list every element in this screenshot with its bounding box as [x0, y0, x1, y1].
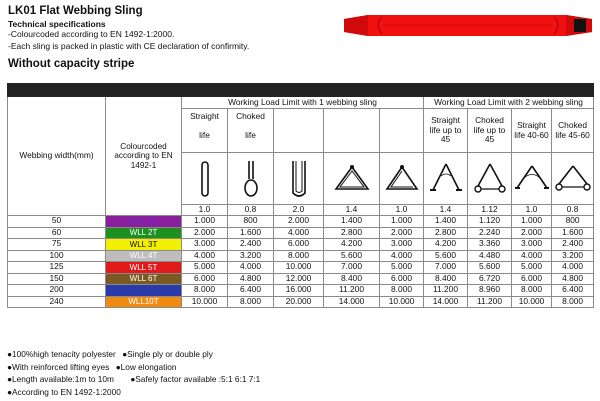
- blank-header-1: [274, 109, 324, 153]
- capacity-cell: 2.800: [424, 227, 468, 239]
- capacity-cell: 2.000: [182, 227, 228, 239]
- section-title: Without capacity stripe: [8, 58, 135, 70]
- capacity-cell: 4.000: [512, 250, 552, 262]
- straight-lift-icon: [182, 153, 228, 205]
- capacity-cell: 4.000: [182, 250, 228, 262]
- webbing-width-cell: 200: [8, 285, 106, 297]
- webbing-width-cell: 60: [8, 227, 106, 239]
- capacity-cell: 4.000: [228, 262, 274, 274]
- capacity-cell: 3.360: [468, 239, 512, 251]
- capacity-cell: 10.000: [380, 296, 424, 308]
- webbing-width-cell: 125: [8, 262, 106, 274]
- capacity-cell: 5.000: [182, 262, 228, 274]
- data-rows: [8, 216, 594, 308]
- capacity-cell: 1.000: [182, 216, 228, 228]
- capacity-cell: 6.000: [380, 273, 424, 285]
- capacity-cell: 4.000: [380, 250, 424, 262]
- factor-cell: 1.12: [468, 205, 512, 216]
- spec-note-packing: -Each sling is packed in plastic with CE declaration of confirmity.: [8, 41, 250, 51]
- choked-lift-icon: [228, 153, 274, 205]
- color-code-cell: WLL 8T: [106, 285, 182, 297]
- color-code-cell: WLL 1T: [106, 216, 182, 228]
- color-code-cell: WLL 6T: [106, 273, 182, 285]
- capacity-cell: 1.400: [324, 216, 380, 228]
- color-code-cell: WLL 4T: [106, 250, 182, 262]
- webbing-width-cell: 150: [8, 273, 106, 285]
- color-code-cell: WLL 5T: [106, 262, 182, 274]
- table-row: [8, 273, 594, 285]
- webbing-width-cell: 75: [8, 239, 106, 251]
- factor-cell: 0.8: [552, 205, 594, 216]
- table-row: [8, 262, 594, 274]
- page-title: LK01 Flat Webbing Sling: [8, 5, 143, 17]
- colourcoded-header: Colourcoded according to EN 1492-1: [106, 97, 182, 216]
- bullet-standard: ●According to EN 1492-1:2000: [7, 387, 121, 397]
- basket-lift-icon: [274, 153, 324, 205]
- two-leg-choked-45-icon: [468, 153, 512, 205]
- capacity-cell: 800: [228, 216, 274, 228]
- bullet-line-2: [7, 362, 176, 372]
- capacity-cell: 2.000: [380, 227, 424, 239]
- capacity-cell: 4.000: [552, 262, 594, 274]
- capacity-cell: 8.400: [424, 273, 468, 285]
- capacity-cell: 6.000: [274, 239, 324, 251]
- capacity-cell: 10.000: [274, 262, 324, 274]
- capacity-cell: 4.000: [274, 227, 324, 239]
- capacity-cell: 1.000: [512, 216, 552, 228]
- capacity-cell: 10.000: [182, 296, 228, 308]
- two-leg-straight-45-icon: [424, 153, 468, 205]
- straight-life-label: life: [199, 130, 210, 141]
- capacity-cell: 8.000: [380, 285, 424, 297]
- bullet-safety: ●Safely factor available :5:1 6:1 7:1: [130, 374, 261, 384]
- capacity-cell: 3.000: [380, 239, 424, 251]
- capacity-cell: 4.800: [228, 273, 274, 285]
- capacity-cell: 2.400: [228, 239, 274, 251]
- table-row: [8, 250, 594, 262]
- capacity-cell: 2.400: [552, 239, 594, 251]
- factor-cell: 1.0: [182, 205, 228, 216]
- factor-cell: 1.4: [324, 205, 380, 216]
- capacity-cell: 2.240: [468, 227, 512, 239]
- capacity-cell: 4.800: [552, 273, 594, 285]
- capacity-cell: 6.720: [468, 273, 512, 285]
- group-2-header: Working Load Limit with 2 webbing sling: [424, 97, 594, 109]
- capacity-cell: 1.000: [380, 216, 424, 228]
- capacity-cell: 8.000: [228, 296, 274, 308]
- straight-life-header: [182, 109, 228, 153]
- capacity-cell: 800: [552, 216, 594, 228]
- capacity-cell: 11.200: [468, 296, 512, 308]
- capacity-cell: 8.000: [512, 285, 552, 297]
- webbing-width-cell: 50: [8, 216, 106, 228]
- capacity-cell: 4.480: [468, 250, 512, 262]
- blank-header-3: [380, 109, 424, 153]
- bullet-length: ●Length available:1m to 10m: [7, 374, 114, 384]
- capacity-cell: 11.200: [424, 285, 468, 297]
- bullet-line-4: [7, 387, 121, 397]
- spec-note-colourcoded: -Colourcoded according to EN 1492-1:2000.: [8, 29, 175, 39]
- capacity-cell: 5.000: [380, 262, 424, 274]
- capacity-cell: 1.400: [424, 216, 468, 228]
- choked-life-header: [228, 109, 274, 153]
- capacity-cell: 6.000: [182, 273, 228, 285]
- capacity-cell: 2.800: [324, 227, 380, 239]
- group-1-header: Working Load Limit with 1 webbing sling: [182, 97, 424, 109]
- capacity-cell: 4.200: [424, 239, 468, 251]
- capacity-cell: 4.200: [324, 239, 380, 251]
- capacity-cell: 3.200: [552, 250, 594, 262]
- factor-cell: 0.8: [228, 205, 274, 216]
- bullet-polyester: ●100%high tenacity polyester: [7, 349, 116, 359]
- color-code-cell: WLL 3T: [106, 239, 182, 251]
- capacity-cell: 11.200: [324, 285, 380, 297]
- g2-choked-45-header: Choked life up to 45: [468, 109, 512, 153]
- capacity-cell: 16.000: [274, 285, 324, 297]
- subtitle: Technical specifications: [8, 19, 106, 29]
- capacity-cell: 12.000: [274, 273, 324, 285]
- two-leg-choked-60-icon: [552, 153, 594, 205]
- factor-cell: 1.0: [512, 205, 552, 216]
- choked-label: Choked: [236, 111, 265, 121]
- capacity-cell: 7.000: [324, 262, 380, 274]
- factor-cell: 2.0: [274, 205, 324, 216]
- capacity-cell: 3.000: [182, 239, 228, 251]
- choked-angle-icon: [380, 153, 424, 205]
- webbing-width-cell: 100: [8, 250, 106, 262]
- capacity-cell: 8.000: [274, 250, 324, 262]
- table-row: [8, 239, 594, 251]
- capacity-cell: 1.600: [552, 227, 594, 239]
- capacity-cell: 1.600: [228, 227, 274, 239]
- sling-image: [344, 5, 592, 43]
- capacity-cell: 2.000: [274, 216, 324, 228]
- capacity-cell: 20.000: [274, 296, 324, 308]
- capacity-cell: 6.400: [228, 285, 274, 297]
- capacity-cell: 5.600: [424, 250, 468, 262]
- capacity-cell: 8.400: [324, 273, 380, 285]
- bullet-line-1: [7, 349, 213, 359]
- capacity-cell: 8.000: [182, 285, 228, 297]
- basket-angle-icon: [324, 153, 380, 205]
- capacity-cell: 14.000: [424, 296, 468, 308]
- capacity-cell: 8.960: [468, 285, 512, 297]
- capacity-cell: 10.000: [512, 296, 552, 308]
- straight-label: Straight: [190, 111, 219, 121]
- table-row: [8, 227, 594, 239]
- capacity-cell: 8.000: [552, 296, 594, 308]
- capacity-cell: 6.400: [552, 285, 594, 297]
- g2-choked-60-header: Choked life 45-60: [552, 109, 594, 153]
- table-row: [8, 216, 594, 228]
- two-leg-straight-60-icon: [512, 153, 552, 205]
- color-code-cell: WLL10T: [106, 296, 182, 308]
- webbing-width-header: Webbing width(mm): [8, 97, 106, 216]
- capacity-cell: 5.000: [512, 262, 552, 274]
- bullet-elongation: ●Low elongation: [115, 362, 177, 372]
- g2-straight-60-header: Straight life 40-60: [512, 109, 552, 153]
- bullet-ply: ●Single ply or double ply: [122, 349, 213, 359]
- capacity-cell: 3.200: [228, 250, 274, 262]
- table-row: [8, 296, 594, 308]
- webbing-width-cell: 240: [8, 296, 106, 308]
- capacity-cell: 1.120: [468, 216, 512, 228]
- factor-cell: 1.0: [380, 205, 424, 216]
- bullet-line-3: [7, 374, 260, 384]
- capacity-cell: 6.000: [512, 273, 552, 285]
- capacity-cell: 5.600: [324, 250, 380, 262]
- blank-header-2: [324, 109, 380, 153]
- capacity-cell: 14.000: [324, 296, 380, 308]
- choked-life-label: life: [245, 130, 256, 141]
- capacity-cell: 2.000: [512, 227, 552, 239]
- color-code-cell: WLL 2T: [106, 227, 182, 239]
- bullet-eyes: ●With reinforced lifting eyes: [7, 362, 110, 372]
- table-top-bar: [8, 84, 594, 97]
- table-row: [8, 285, 594, 297]
- capacity-table-wrapper: [7, 83, 593, 308]
- g2-straight-45-header: Straight life up to 45: [424, 109, 468, 153]
- capacity-cell: 5.600: [468, 262, 512, 274]
- capacity-cell: 3.000: [512, 239, 552, 251]
- factor-cell: 1.4: [424, 205, 468, 216]
- capacity-table: [7, 83, 594, 308]
- capacity-cell: 7.000: [424, 262, 468, 274]
